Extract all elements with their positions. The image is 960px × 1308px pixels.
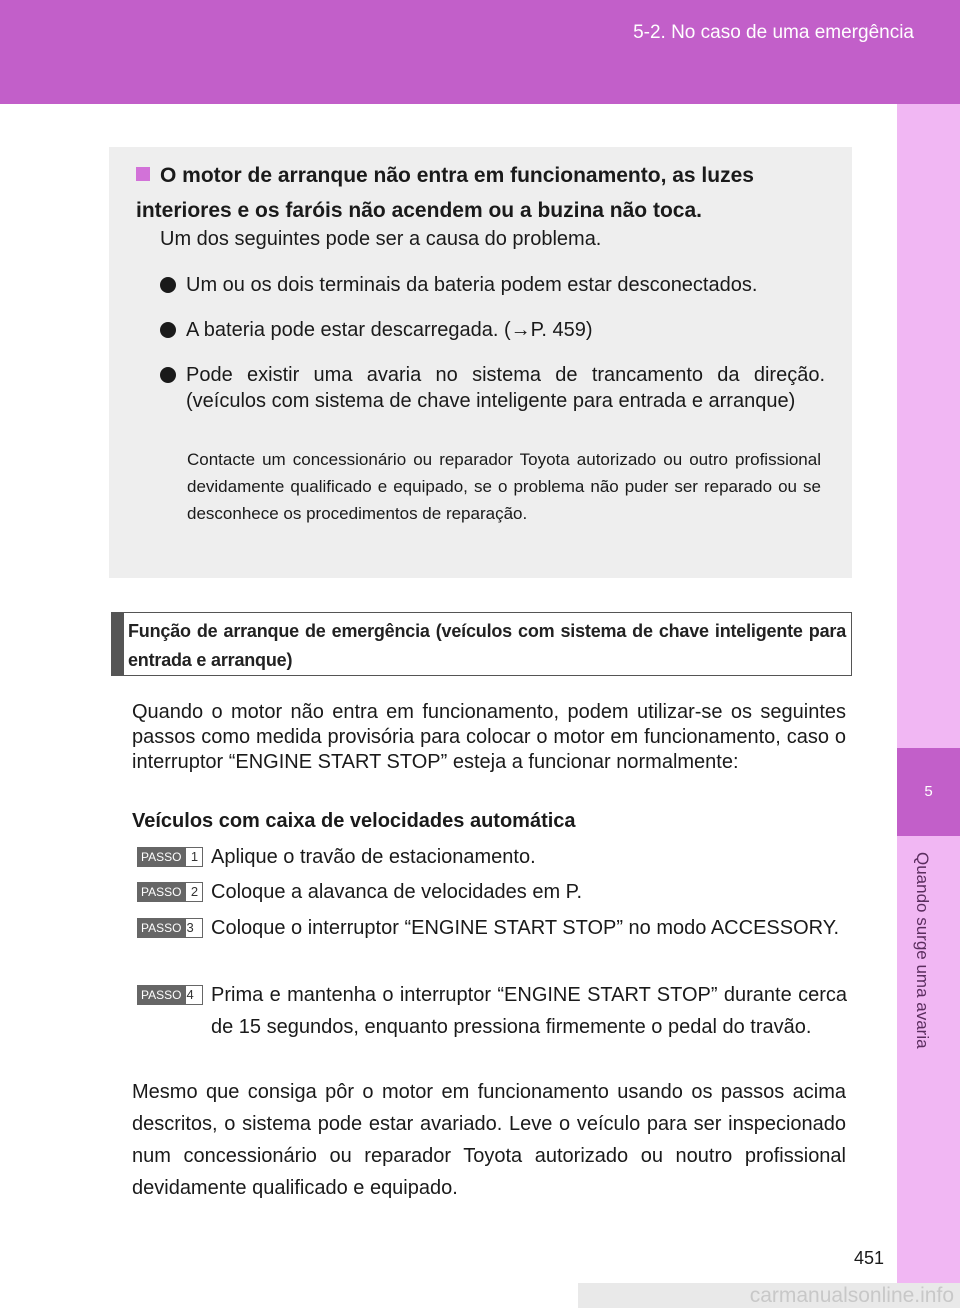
closing-paragraph: Mesmo que consiga pôr o motor em funcionamento usando os passos acima descritos, o sistema pode estar avariado. Leve o veículo para ser inspecionado num concessionário ou reparador Toyota autorizado ou noutro profissional devidamente qualificado e equipado. <box>132 1081 846 1199</box>
note-bullet-text: A bateria pode estar descarregada. (→P. 459) <box>186 319 593 341</box>
step-badge-label: PASSO <box>137 918 185 938</box>
note-intro: Um dos seguintes pode ser a causa do problema. <box>160 228 602 250</box>
step-text: Coloque a alavanca de velocidades em P. <box>211 881 582 903</box>
step-item <box>137 979 847 1043</box>
section-heading: Função de arranque de emergência (veículos com sistema de chave inteligente para entrada e arranque) <box>128 621 846 670</box>
note-bullet-text: Pode existir uma avaria no sistema de trancamento da direção. (veículos com sistema de chave inteligente para entrada e arranque) <box>186 364 825 412</box>
watermark-link[interactable]: carmanualsonline.info <box>578 1283 960 1308</box>
step-badge-label: PASSO <box>137 847 185 867</box>
chapter-side-tab <box>897 104 960 1308</box>
chapter-label: Quando surge uma avaria <box>913 852 932 1049</box>
page-header <box>0 0 960 104</box>
bullet-dot-icon <box>160 322 176 338</box>
step-item <box>137 912 847 944</box>
chapter-number: 5 <box>897 748 960 836</box>
step-text: Prima e mantenha o interruptor “ENGINE START STOP” durante cerca de 15 segundos, enquanto pressiona firmemente o pedal do travão. <box>211 984 847 1038</box>
step-text: Aplique o travão de estacionamento. <box>211 846 536 868</box>
step-badge <box>137 985 203 1005</box>
step-badge-number: 1 <box>185 847 203 867</box>
step-badge-number: 4 <box>185 985 203 1005</box>
note-heading <box>136 158 836 228</box>
note-bullet-text: Um ou os dois terminais da bateria podem estar desconectados. <box>186 274 758 296</box>
section-heading-box <box>111 612 852 676</box>
step-badge-number: 2 <box>185 882 203 902</box>
note-sub-text: Contacte um concessionário ou reparador Toyota autorizado ou outro profissional devidamente qualificado e equipado, se o problema não puder ser reparado ou se desconhece os procedimentos de reparação. <box>187 450 821 523</box>
square-bullet-icon <box>136 167 150 181</box>
step-badge <box>137 847 203 867</box>
section-subheading: Veículos com caixa de velocidades automática <box>132 810 576 832</box>
bullet-dot-icon <box>160 367 176 383</box>
bullet-dot-icon <box>160 277 176 293</box>
step-badge-label: PASSO <box>137 985 185 1005</box>
page-number: 451 <box>854 1248 885 1268</box>
note-bullet <box>160 362 825 414</box>
section-heading-bar <box>112 613 124 675</box>
step-item <box>137 876 847 908</box>
step-badge <box>137 918 203 938</box>
note-heading-text: O motor de arranque não entra em funcionamento, as luzes interiores e os faróis não acendem ou a buzina não toca. <box>136 164 754 222</box>
step-badge <box>137 882 203 902</box>
note-bullet <box>160 317 825 343</box>
step-text: Coloque o interruptor “ENGINE START STOP” no modo ACCESSORY. <box>211 917 840 939</box>
step-item <box>137 841 847 873</box>
note-bullet <box>160 272 825 298</box>
section-intro: Quando o motor não entra em funcionamento, podem utilizar-se os seguintes passos como medida provisória para colocar o motor em funcionamento, caso o interruptor “ENGINE START STOP” esteja a funcionar normalmente: <box>132 701 846 773</box>
section-title-header: 5-2. No caso de uma emergência <box>633 22 914 43</box>
step-badge-number: 3 <box>185 918 203 938</box>
step-badge-label: PASSO <box>137 882 185 902</box>
